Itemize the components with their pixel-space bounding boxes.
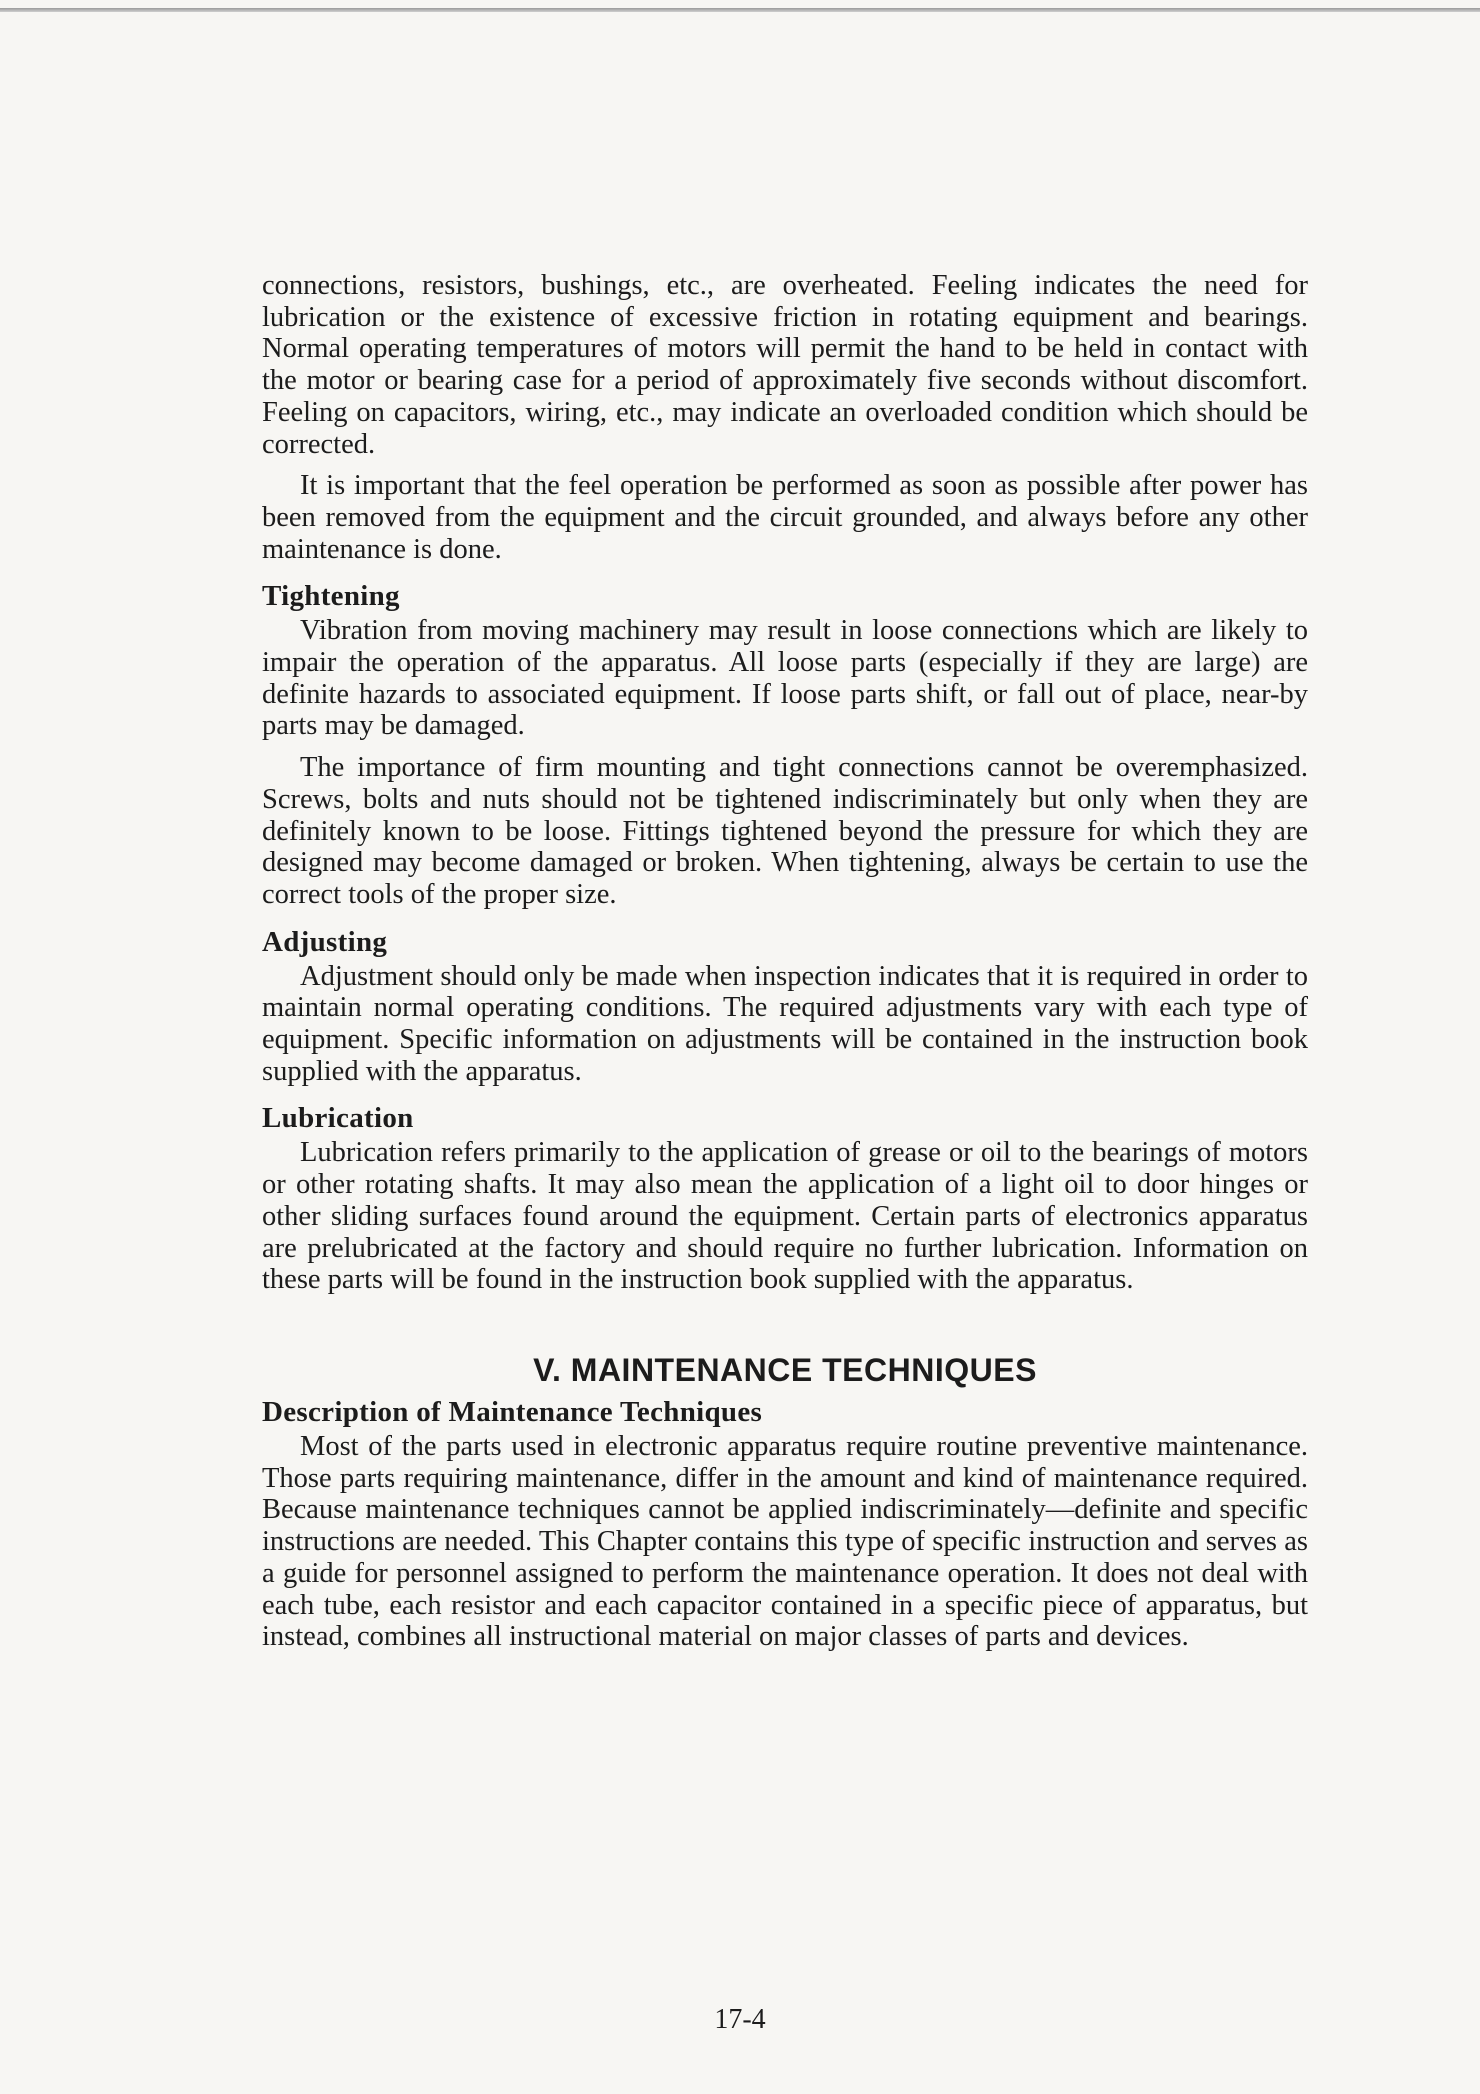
paragraph-feel-operation: It is important that the feel operation be performed as soon as possible after power has been removed from the equipment and the circuit grounded, and always before any other maintenance is done. — [262, 470, 1308, 565]
paragraph-tightening-1: Vibration from moving machinery may result in loose connections which are likely to impair the operation of the apparatus. All loose parts (especially if they are large) are definite hazards to associated equipment. If loose parts shift, or fall out of place, near-by parts may be damaged. — [262, 615, 1308, 742]
top-edge-rule — [0, 8, 1480, 12]
heading-tightening: Tightening — [262, 580, 400, 613]
heading-description: Description of Maintenance Techniques — [262, 1395, 763, 1428]
page-number: 17-4 — [714, 2004, 766, 2035]
paragraph-adjusting: Adjustment should only be made when inspection indicates that it is required in order to maintain normal operating conditions. The required adjustments vary with each type of equipment. Specific information on adjustments will be contained in the instruction book supplied with the apparatus. — [262, 960, 1308, 1087]
section-title: V. MAINTENANCE TECHNIQUES — [533, 1351, 1037, 1388]
paragraph-lubrication: Lubrication refers primarily to the application of grease or oil to the bearings of motors or other rotating shafts. It may also mean the application of a light oil to door hinges or other sliding surfaces found around the equipment. Certain parts of electronics apparatus are prelubricated at the factory and should require no further lubrication. Information on these parts will be found in the instruction book supplied with the apparatus. — [262, 1137, 1308, 1296]
heading-adjusting: Adjusting — [262, 925, 388, 958]
paragraph-feeling: connections, resistors, bushings, etc., are overheated. Feeling indicates the need for lubrication or the existence of excessive friction in rotating equipment and bearings. Normal operating temperatures of motors will permit the hand to be held in contact with the motor or bearing case for a period of approximately five seconds without discomfort. Feeling on capacitors, wiring, etc., may indicate an overloaded condition which should be corrected. — [262, 270, 1308, 460]
paragraph-tightening-2: The importance of firm mounting and tight connections cannot be overemphasized. Screws, bolts and nuts should not be tightened indiscriminately but only when they are definitely known to be loose. Fittings tightened beyond the pressure for which they are designed may become damaged or broken. When tightening, always be certain to use the correct tools of the proper size. — [262, 752, 1308, 910]
heading-lubrication: Lubrication — [262, 1102, 414, 1135]
paragraph-description: Most of the parts used in electronic apparatus require routine preventive maintenance. Those parts requiring maintenance, differ in the amount and kind of maintenance required. Because maintenance techniques cannot be applied indiscriminately—definite and specific instructions are needed. This Chapter contains this type of specific instruction and serves as a guide for personnel assigned to perform the maintenance operation. It does not deal with each tube, each resistor and each capacitor contained in a specific piece of apparatus, but instead, combines all instructional material on major classes of parts and devices. — [262, 1430, 1308, 1653]
page-body — [262, 270, 1308, 1653]
